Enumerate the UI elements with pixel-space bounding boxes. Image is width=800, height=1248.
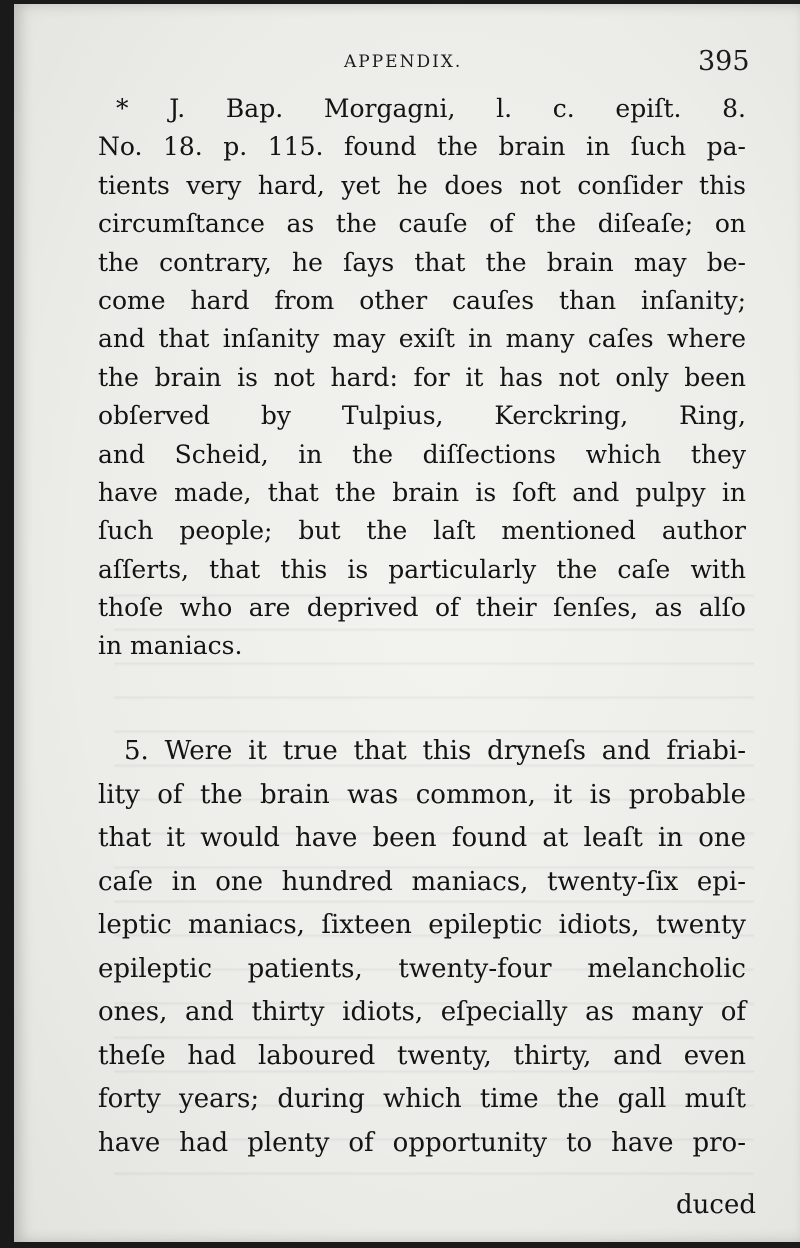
running-head-title: APPENDIX. xyxy=(344,52,463,72)
footnote-line: No. 18. p. 115. found the brain in ſuch pa- xyxy=(98,132,746,162)
footnote-line: and Scheid, in the diſſections which they xyxy=(98,439,746,469)
footnote-line: come hard from other cauſes than inſanity; xyxy=(98,285,746,315)
paragraph-line: epileptic patients, twenty-four melancholic xyxy=(98,953,746,984)
footnote-line: in maniacs. xyxy=(98,631,243,661)
footnote-line: and that inſanity may exiſt in many caſes where xyxy=(98,324,746,354)
book-page xyxy=(14,4,800,1242)
footnote-block xyxy=(98,90,746,666)
paragraph-line: 5. Were it true that this dryneſs and friabi- xyxy=(124,736,746,766)
footnote-line: the brain is not hard: for it has not only been xyxy=(98,362,746,392)
running-head xyxy=(14,46,800,82)
paragraph-line: forty years; during which time the gall muſt xyxy=(98,1084,746,1114)
catchword: duced xyxy=(676,1190,756,1220)
paragraph-line: that it would have been found at leaſt in one xyxy=(98,823,746,853)
paragraph-line: have had plenty of opportunity to have pro- xyxy=(98,1127,746,1158)
footnote-line: ſuch people; but the laſt mentioned author xyxy=(98,516,746,546)
paragraph-line: lity of the brain was common, it is probable xyxy=(98,779,746,810)
paragraph-line: theſe had laboured twenty, thirty, and even xyxy=(98,1040,746,1071)
footnote-line: tients very hard, yet he does not conſider this xyxy=(98,170,746,200)
paragraph-line: leptic maniacs, ſixteen epileptic idiots, twenty xyxy=(98,910,746,940)
page-number: 395 xyxy=(698,46,750,77)
footnote-line: the contrary, he ſays that the brain may be- xyxy=(98,247,746,277)
footnote-line: have made, that the brain is ſoft and pulpy in xyxy=(98,477,746,507)
footnote-line: obſerved by Tulpius, Kerckring, Ring, xyxy=(98,401,746,431)
footnote-line: * J. Bap. Morgagni, l. c. epiſt. 8. xyxy=(116,94,746,123)
footnote-line: circumſtance as the cauſe of the diſeaſe; on xyxy=(98,209,746,239)
footnote-line: thoſe who are deprived of their ſenſes, as alſo xyxy=(98,593,746,623)
paragraph-5 xyxy=(98,730,746,1165)
footnote-line: aſſerts, that this is particularly the caſe with xyxy=(98,554,746,584)
paragraph-line: ones, and thirty idiots, eſpecially as many of xyxy=(98,997,746,1027)
paragraph-line: caſe in one hundred maniacs, twenty-ſix epi- xyxy=(98,866,746,897)
